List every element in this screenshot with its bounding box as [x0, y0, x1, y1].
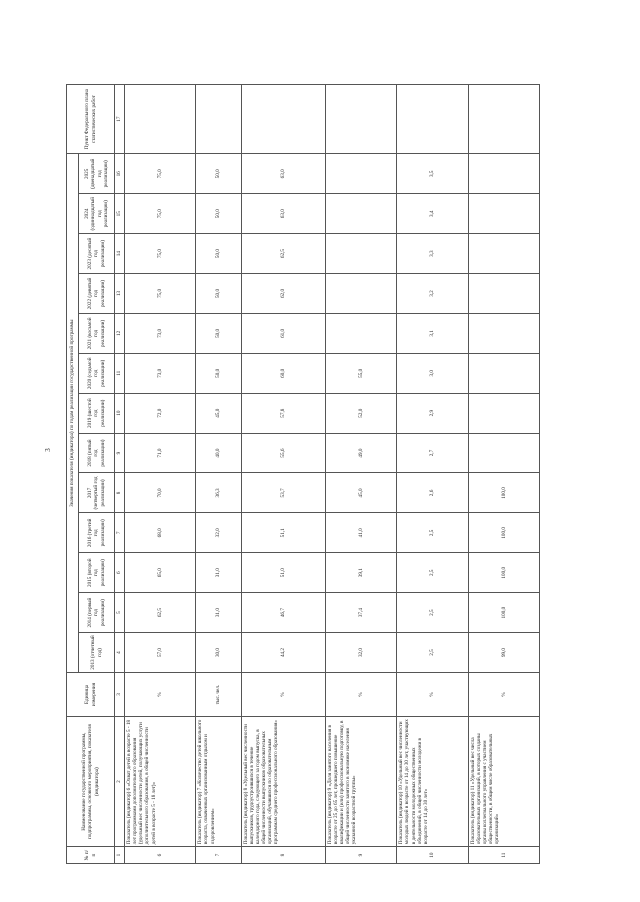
column-number: 7: [115, 513, 125, 553]
column-number: 9: [115, 433, 125, 473]
value-cell: 50,0: [196, 274, 241, 314]
value-cell: 45,0: [196, 393, 241, 433]
indicators-table: [66, 84, 540, 864]
header-year: 2016 (третий год реализации): [79, 513, 115, 553]
unit-cell: %: [397, 672, 468, 716]
value-cell: 68,0: [125, 513, 196, 553]
value-cell: 100,0: [468, 473, 539, 513]
column-number: 16: [115, 154, 125, 194]
unit-cell: %: [325, 672, 396, 716]
table-row: [325, 85, 396, 864]
table-row: [397, 85, 468, 864]
indicator-name: Показатель (индикатор) 9 «Доля занятого населения в возрасте от 25 до 65 лет, прошедшего повышение квалификации и (или) профессиональную подготовку, в общей численности занятого в экономике населения указанной возрастной группы»: [325, 717, 396, 847]
header-year: 2019 (шестой год реализации): [79, 393, 115, 433]
value-cell: 99,0: [468, 633, 539, 673]
value-cell: 75,0: [125, 274, 196, 314]
value-cell: [325, 154, 396, 194]
value-cell: 73,0: [125, 353, 196, 393]
value-cell: 41,0: [325, 513, 396, 553]
value-cell: 50,0: [196, 313, 241, 353]
column-number: 6: [115, 553, 125, 593]
table-row: [241, 85, 325, 864]
value-cell: [468, 393, 539, 433]
value-cell: 75,0: [125, 154, 196, 194]
value-cell: 31,0: [196, 553, 241, 593]
column-number: 4: [115, 633, 125, 673]
fed-plan-cell: [196, 85, 241, 154]
value-cell: [468, 234, 539, 274]
header-year: 2015 (второй год реализации): [79, 553, 115, 593]
column-number: 14: [115, 234, 125, 274]
value-cell: 44,2: [241, 633, 325, 673]
row-number: 6: [125, 847, 196, 864]
value-cell: 62,5: [125, 593, 196, 633]
table-row: [468, 85, 539, 864]
page-number: 3: [43, 448, 52, 452]
value-cell: [468, 154, 539, 194]
header-year: 2024 (одиннадцатый год реализации): [79, 194, 115, 234]
value-cell: 3,0: [397, 353, 468, 393]
value-cell: 65,0: [125, 553, 196, 593]
value-cell: 3,3: [397, 234, 468, 274]
value-cell: [468, 313, 539, 353]
column-number: 13: [115, 274, 125, 314]
value-cell: [468, 433, 539, 473]
fed-plan-cell: [241, 85, 325, 154]
unit-cell: тыс. чел.: [196, 672, 241, 716]
value-cell: 100,0: [468, 513, 539, 553]
fed-plan-cell: [325, 85, 396, 154]
value-cell: 55,0: [325, 353, 396, 393]
column-number: 15: [115, 194, 125, 234]
value-cell: 100,0: [468, 593, 539, 633]
value-cell: 2,5: [397, 513, 468, 553]
value-cell: 2,5: [397, 593, 468, 633]
value-cell: 62,5: [241, 234, 325, 274]
header-year: 2020 (седьмой год реализации): [79, 353, 115, 393]
value-cell: 3,2: [397, 274, 468, 314]
value-cell: 60,0: [241, 353, 325, 393]
value-cell: 100,0: [468, 553, 539, 593]
value-cell: 55,6: [241, 433, 325, 473]
value-cell: 62,0: [241, 274, 325, 314]
column-number: 8: [115, 473, 125, 513]
header-no: № п/п: [67, 847, 115, 864]
header-year: 2018 (пятый год реализации): [79, 433, 115, 473]
value-cell: 32,0: [196, 513, 241, 553]
fed-plan-cell: [125, 85, 196, 154]
column-number: 1: [115, 847, 125, 864]
value-cell: 2,5: [397, 633, 468, 673]
value-cell: 53,7: [241, 473, 325, 513]
table-row: [125, 85, 196, 864]
value-cell: 70,0: [125, 473, 196, 513]
row-number: 7: [196, 847, 241, 864]
value-cell: 40,0: [196, 433, 241, 473]
value-cell: 57,0: [125, 633, 196, 673]
header-name: Наименование государственной программы, подпрограммы, основного мероприятия, показателя (индикатора): [67, 717, 115, 847]
value-cell: 50,0: [196, 154, 241, 194]
value-cell: 51,1: [241, 513, 325, 553]
value-cell: 72,0: [125, 393, 196, 433]
value-cell: 2,5: [397, 553, 468, 593]
value-cell: 49,0: [325, 433, 396, 473]
column-number: 3: [115, 672, 125, 716]
value-cell: [325, 313, 396, 353]
value-cell: [325, 234, 396, 274]
unit-cell: %: [125, 672, 196, 716]
value-cell: 75,0: [125, 194, 196, 234]
value-cell: 50,0: [196, 194, 241, 234]
column-number: 12: [115, 313, 125, 353]
column-number: 2: [115, 717, 125, 847]
value-cell: 71,0: [125, 433, 196, 473]
header-values-group: Значения показателя (индикатора) по годам реализации государственной программы: [67, 154, 79, 673]
header-unit: Единица измерения: [67, 672, 115, 716]
fed-plan-cell: [397, 85, 468, 154]
indicator-name: Показатель (индикатор) 6 «Охват детей в возрасте 5 - 18 лет программами дополнительного образования (удельный вес численности детей, получающих услуги дополнительного образования, в общей численности детей в возрасте 5 - 18 лет)»: [125, 717, 196, 847]
unit-cell: %: [241, 672, 325, 716]
value-cell: 3,4: [397, 194, 468, 234]
row-number: 11: [468, 847, 539, 864]
value-cell: [325, 274, 396, 314]
indicator-name: Показатель (индикатор) 7 «Количество детей школьного возраста, охваченных организованным отдыхом и оздоровлением»: [196, 717, 241, 847]
column-numbers-row: [115, 85, 125, 864]
header-year: 2022 (девятый год реализации): [79, 274, 115, 314]
value-cell: 31,0: [196, 593, 241, 633]
table-row: [196, 85, 241, 864]
value-cell: [468, 274, 539, 314]
value-cell: 51,0: [241, 553, 325, 593]
indicator-name: Показатель (индикатор) 10 «Удельный вес численности молодых людей в возрасте от 14 до 30 лет, участвующих в деятельности молодежных общественных объединений, в общей численности молодежи в возрасте от 14 до 30 лет»: [397, 717, 468, 847]
value-cell: [325, 194, 396, 234]
value-cell: 32,0: [325, 633, 396, 673]
header-year: 2013 (отчетный год): [79, 633, 115, 673]
value-cell: 63,0: [241, 154, 325, 194]
rotated-table-container: [66, 84, 540, 864]
indicator-name: Показатель (индикатор) 8 «Удельный вес численности выпускников, трудоустроившихся в течение календарного года, следующего за годом выпуска, в общей численности выпускников образовательных организаций, обучавшихся по образовательным программам среднего профессионального образования»: [241, 717, 325, 847]
column-number: 5: [115, 593, 125, 633]
value-cell: 30,0: [196, 633, 241, 673]
row-number: 10: [397, 847, 468, 864]
column-number: 10: [115, 393, 125, 433]
row-number: 9: [325, 847, 396, 864]
value-cell: 50,0: [196, 353, 241, 393]
value-cell: 61,0: [241, 313, 325, 353]
header-year: 2017 (четвертый год реализации): [79, 473, 115, 513]
value-cell: 63,0: [241, 194, 325, 234]
header-year: 2014 (первый год реализации): [79, 593, 115, 633]
unit-cell: %: [468, 672, 539, 716]
value-cell: 57,8: [241, 393, 325, 433]
column-number: 11: [115, 353, 125, 393]
row-number: 8: [241, 847, 325, 864]
value-cell: 2,9: [397, 393, 468, 433]
value-cell: 36,3: [196, 473, 241, 513]
value-cell: 37,4: [325, 593, 396, 633]
value-cell: 50,0: [196, 234, 241, 274]
header-fed-plan: Пункт Федерального плана статистических работ: [67, 85, 115, 154]
value-cell: 46,7: [241, 593, 325, 633]
value-cell: [468, 194, 539, 234]
indicator-name: Показатель (индикатор) 11 «Удельный вес числа образовательных организаций, в которых созданы органы коллегиального управления с участием общественности, в общем числе образовательных организаций»: [468, 717, 539, 847]
header-year: 2023 (десятый год реализации): [79, 234, 115, 274]
value-cell: 2,7: [397, 433, 468, 473]
column-number: 17: [115, 85, 125, 154]
value-cell: 73,0: [125, 313, 196, 353]
value-cell: 2,6: [397, 473, 468, 513]
value-cell: 39,1: [325, 553, 396, 593]
value-cell: 3,1: [397, 313, 468, 353]
header-year: 2025 (двенадцатый год реализации): [79, 154, 115, 194]
fed-plan-cell: [468, 85, 539, 154]
value-cell: 52,0: [325, 393, 396, 433]
header-year: 2021 (восьмой год реализации): [79, 313, 115, 353]
value-cell: 3,5: [397, 154, 468, 194]
value-cell: 45,0: [325, 473, 396, 513]
value-cell: [468, 353, 539, 393]
value-cell: 75,0: [125, 234, 196, 274]
